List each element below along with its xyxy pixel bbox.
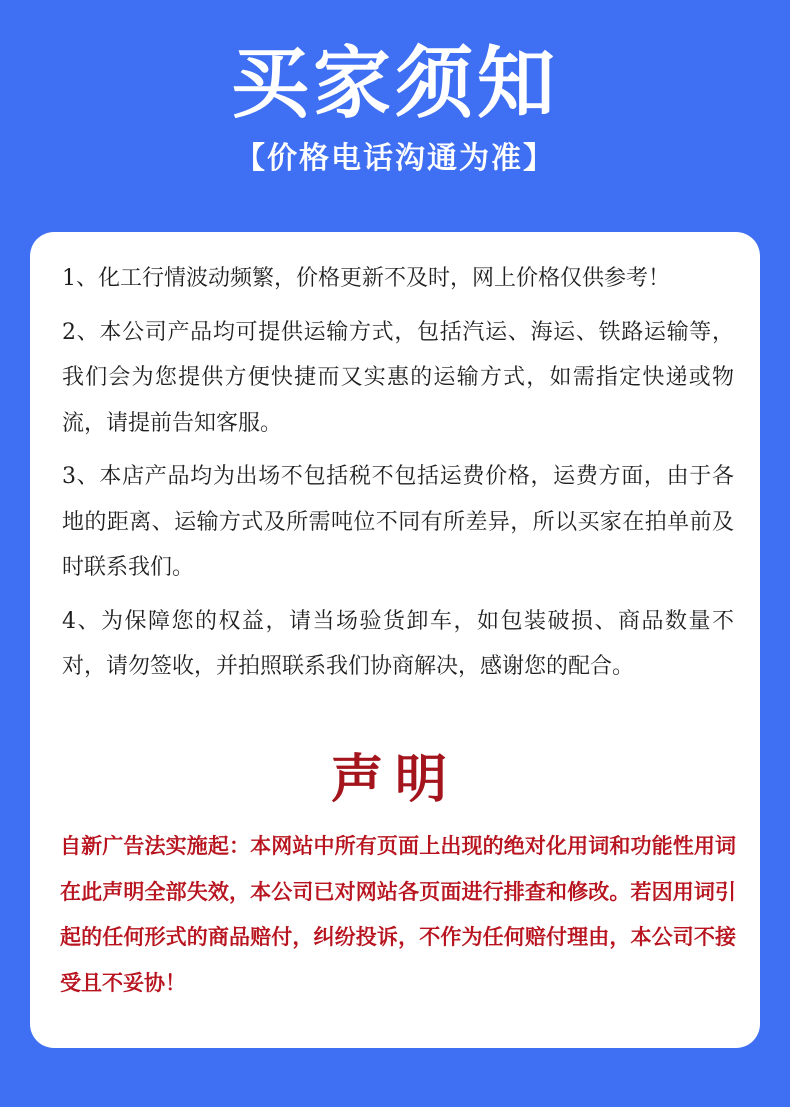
note-item-1: 1、化工行情波动频繁，价格更新不及时，网上价格仅供参考！ [62, 266, 670, 291]
page-subtitle: 【价格电话沟通为准】 [235, 141, 555, 176]
note-item-4: 4、为保障您的权益，请当场验货卸车，如包装破损、商品数量不对，请勿签收，并拍照联系我们协商解决，感谢您的配合。 [62, 608, 734, 679]
statement-title: 声明 [330, 750, 459, 810]
note-item-2: 2、本公司产品均可提供运输方式，包括汽运、海运、铁路运输等，我们会为您提供方便快捷而又实惠的运输方式，如需指定快递或物流，请提前告知客服。 [62, 319, 734, 436]
page-title: 买家须知 [230, 39, 559, 129]
statement-body: 自新广告法实施起：本网站中所有页面上出现的绝对化用词和功能性用词在此声明全部失效，本公司已对网站各页面进行排查和修改。若因用词引起的任何形式的商品赔付，纠纷投诉，不作为任何赔付理由，本公司不接受且不妥协！ [60, 834, 736, 995]
notes-list [62, 256, 734, 698]
header-banner [0, 0, 790, 232]
note-item-3: 3、本店产品均为出场不包括税不包括运费价格，运费方面，由于各地的距离、运输方式及所需吨位不同有所差异，所以买家在拍单前及时联系我们。 [62, 464, 734, 580]
notice-card [30, 232, 760, 1048]
